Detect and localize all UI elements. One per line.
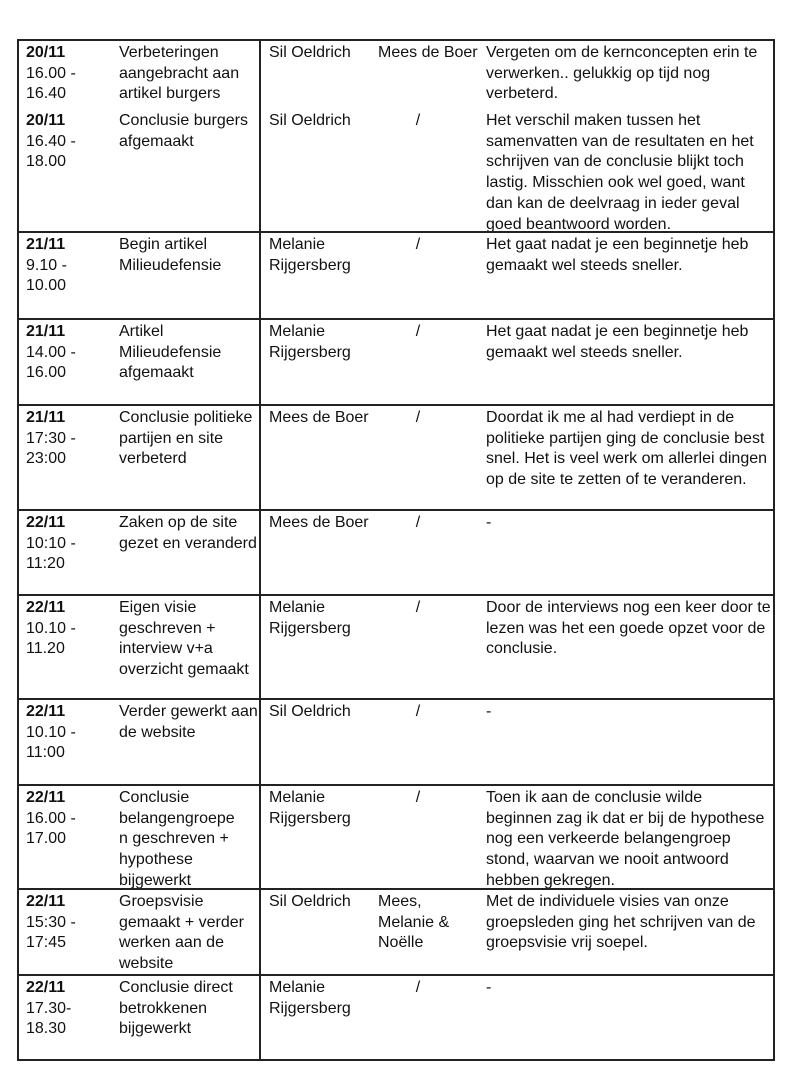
table-row [19,509,773,594]
collaborators-cell: / [415,703,421,720]
activity-cell: Verder gewerkt aan de website [119,703,258,741]
activity-cell: Groepsvisie gemaakt + verder werken aan de website [119,893,244,973]
date: 21/11 [26,236,66,253]
performed-by-cell: Melanie Rijgersberg [269,236,351,274]
date-time-cell [26,235,116,297]
table-row [19,109,773,231]
collaborators-cell: / [415,514,421,531]
remark-cell: - [486,979,492,996]
collaborators-cell: / [415,112,421,129]
performed-by-cell: Melanie Rijgersberg [269,323,351,361]
activity-cell: Conclusie direct betrokkenen bijgewerkt [119,979,233,1038]
table-row [19,231,773,318]
remark-cell: - [486,703,492,720]
performed-by-cell: Mees de Boer [269,409,369,426]
date: 22/11 [26,514,66,531]
time: 16.00 - 16.40 [26,64,76,103]
logbook-table [17,39,775,1061]
activity-cell: Begin artikel Milieudefensie [119,236,222,274]
date: 22/11 [26,979,66,996]
activity-cell: Conclusie belangengroepe n geschreven + hypothese bijgewerkt [119,789,235,889]
date-time-cell [26,892,116,954]
date: 22/11 [26,893,66,910]
performed-by-cell: Sil Oeldrich [269,44,351,61]
time: 10:10 - 11:20 [26,534,76,573]
time: 9.10 - 10.00 [26,256,67,295]
time: 10.10 - 11:00 [26,723,76,762]
activity-cell: Eigen visie geschreven + interview v+a overzicht gemaakt [119,599,249,679]
performed-by-cell: Melanie Rijgersberg [269,789,351,827]
collaborators-cell: / [415,409,421,426]
date: 22/11 [26,703,66,720]
date-time-cell [26,978,116,1040]
collaborators-cell: / [415,789,421,806]
remark-cell: Toen ik aan de conclusie wilde beginnen zag ik dat er bij de hypothese nog een verkeerde belangengroep stond, waarvan we nooit antwoord hebben gekregen. [486,789,765,889]
activity-cell: Conclusie politieke partijen en site verbeterd [119,409,253,468]
table-row [19,888,773,974]
activity-cell: Zaken op de site gezet en veranderd [119,514,257,552]
date-time-cell [26,788,116,850]
collaborators-cell: / [415,323,421,340]
date-time-cell [26,43,116,105]
date-time-cell [26,408,116,470]
time: 17:30 - 23:00 [26,429,76,468]
collaborators-cell: / [415,599,421,616]
collaborators-cell: Mees, Melanie & Noëlle [378,893,450,952]
time: 17.30- 18.30 [26,999,72,1038]
remark-cell: Het verschil maken tussen het samenvatten van de resultaten en het schrijven van de conclusie blijkt toch lastig. Misschien ook wel goed, want dan kan de deelvraag in ieder geval goed beantwoord worden. [486,112,754,233]
performed-by-cell: Mees de Boer [269,514,369,531]
table-row [19,41,773,109]
time: 14.00 - 16.00 [26,343,76,382]
remark-cell: Met de individuele visies van onze groepsleden ging het schrijven van de groepsvisie vrij soepel. [486,893,756,952]
date-time-cell [26,598,116,660]
time: 16.40 - 18.00 [26,132,76,171]
performed-by-cell: Melanie Rijgersberg [269,599,351,637]
table-row [19,318,773,404]
date: 20/11 [26,112,66,129]
performed-by-cell: Sil Oeldrich [269,893,351,910]
date: 21/11 [26,323,66,340]
remark-cell: Vergeten om de kernconcepten erin te verwerken.. gelukkig op tijd nog verbeterd. [486,44,758,103]
performed-by-cell: Melanie Rijgersberg [269,979,351,1017]
time: 15:30 - 17:45 [26,913,76,952]
date-time-cell [26,322,116,384]
date: 22/11 [26,789,66,806]
remark-cell: Door de interviews nog een keer door te lezen was het een goede opzet voor de conclusie. [486,599,771,658]
table-row [19,974,773,1059]
remark-cell: Het gaat nadat je een beginnetje heb gemaakt wel steeds sneller. [486,323,749,361]
date: 21/11 [26,409,66,426]
table-row [19,784,773,888]
remark-cell: Doordat ik me al had verdiept in de politieke partijen ging de conclusie best snel. Het is veel werk om allerlei dingen op de site te zetten of te veranderen. [486,409,768,489]
performed-by-cell: Sil Oeldrich [269,112,351,129]
table-row [19,594,773,698]
time: 10.10 - 11.20 [26,619,76,658]
table-row [19,698,773,784]
date: 20/11 [26,44,66,61]
collaborators-cell: / [415,979,421,996]
date-time-cell [26,702,116,764]
collaborators-cell: / [415,236,421,253]
performed-by-cell: Sil Oeldrich [269,703,351,720]
date-time-cell [26,111,116,173]
activity-cell: Conclusie burgers afgemaakt [119,112,248,150]
activity-cell: Verbeteringen aangebracht aan artikel burgers [119,44,240,103]
activity-cell: Artikel Milieudefensie afgemaakt [119,323,222,382]
collaborators-cell: Mees de Boer [378,44,478,61]
time: 16.00 - 17.00 [26,809,76,848]
remark-cell: Het gaat nadat je een beginnetje heb gemaakt wel steeds sneller. [486,236,749,274]
table-row [19,404,773,509]
date-time-cell [26,513,116,575]
remark-cell: - [486,514,492,531]
date: 22/11 [26,599,66,616]
